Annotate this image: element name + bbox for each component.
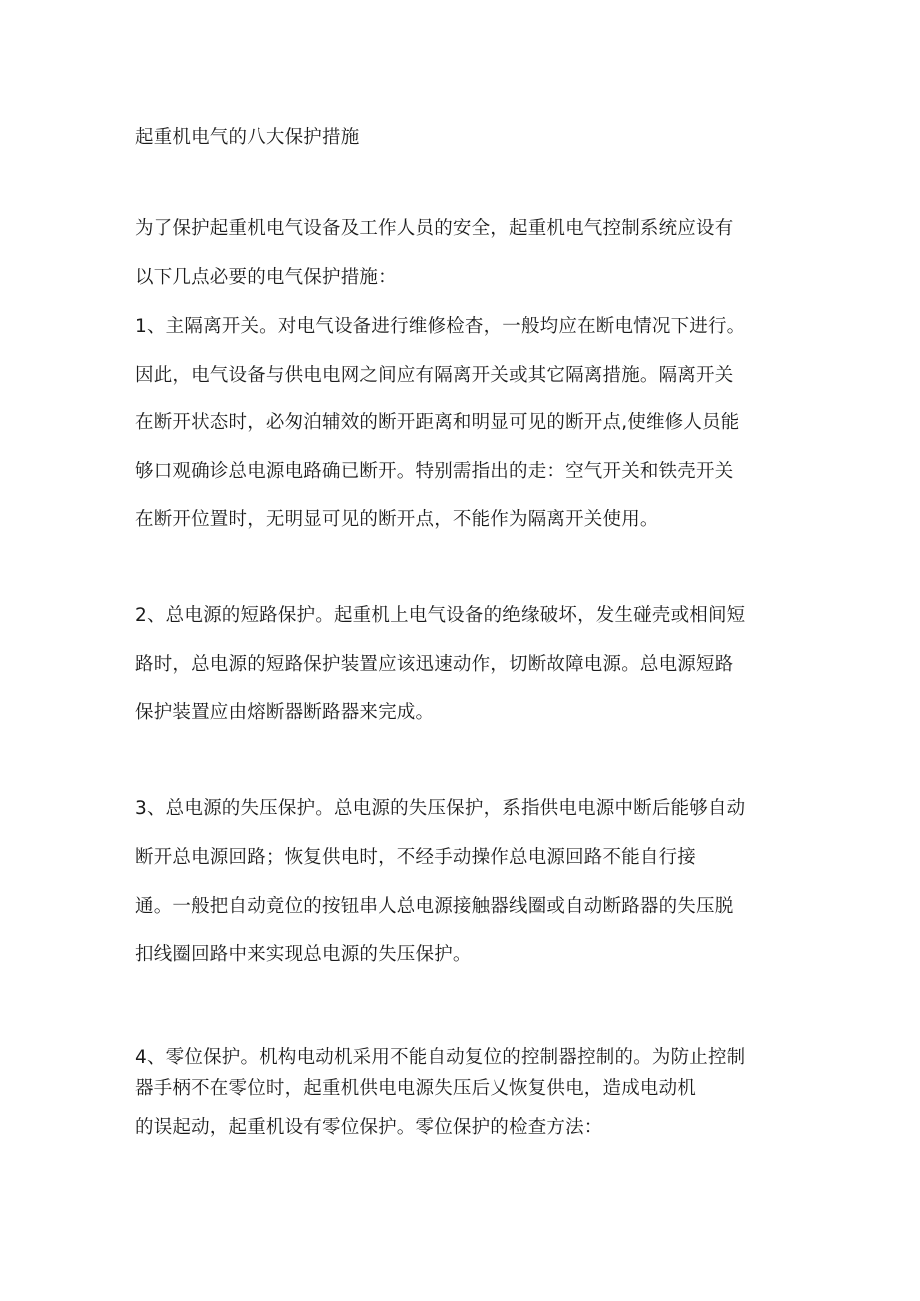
intro-line: 为了保护起重机电气设备及工作人员的安全，起重机电气控制系统应设有	[135, 218, 734, 239]
section-4-line: 的误起动，起重机设有零位保护。零位保护的检查方法：	[135, 1117, 603, 1138]
section-1-line: 在断开位置时，无明显可见的断开点，不能作为隔离开关使用。	[135, 509, 659, 530]
intro-line: 以下几点必要的电气保护措施：	[135, 267, 397, 288]
section-4-line: 4、零位保护。机构电动机采用不能自动复位的控制器控制的。为防止控制	[135, 1047, 746, 1068]
section-2-line: 保护装置应由熔断器断路器来完成。	[135, 702, 435, 723]
section-1-line: 因此，电气设备与供电电网之间应有隔离开关或其它隔离措施。隔离开关	[135, 365, 734, 386]
document-title: 起重机电气的八大保护措施	[135, 127, 360, 148]
section-3-line: 通。一般把自动竟位的按钮串人总电源接触器线圈或自动断路器的失压脱	[135, 896, 734, 917]
section-1-line: 1、主隔离开关。对电气设备进行维修检杳，一般均应在断电情况下进行。	[135, 316, 746, 337]
section-1-line: 在断开状态时，必匆泊辅效的断开距离和明显可见的断开点,使维修人员能	[135, 412, 740, 433]
section-2-line: 2、总电源的短路保护。起重机上电气设备的绝缘破坏，发生碰壳或相间短	[135, 605, 746, 626]
section-4-line: 器手柄不在零位时，起重机供电电源失压后乂恢复供电，造成电动机	[135, 1078, 697, 1099]
section-3-line: 3、总电源的失压保护。总电源的失压保护，系指供电电源中断后能够自动	[135, 798, 746, 819]
section-1-line: 够口观确诊总电源电路确已断开。特别需指出的走：空气开关和铁壳开关	[135, 461, 734, 482]
section-2-line: 路时，总电源的短路保护装置应该迅速动作，切断故障电源。总电源短路	[135, 654, 734, 675]
section-3-line: 扣线圈回路中来实现总电源的失压保护。	[135, 944, 472, 965]
section-3-line: 断开总电源回路；恢复供电时，不经手动操作总电源回路不能自行接	[135, 847, 697, 868]
